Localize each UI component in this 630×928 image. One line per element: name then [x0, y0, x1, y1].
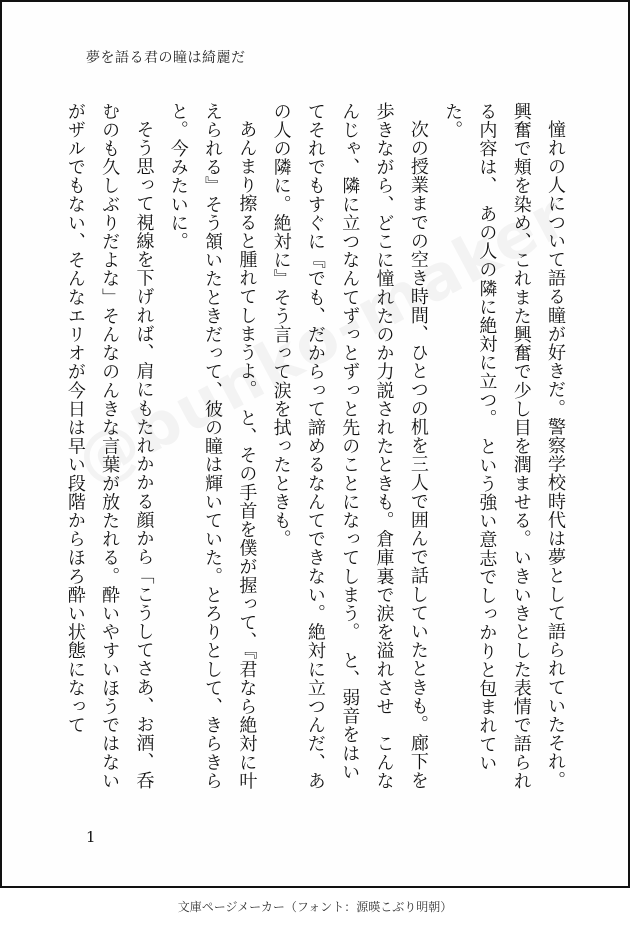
body-text: [64, 102, 572, 792]
paragraph: あんまり擦ると腫れてしまうよ。 と、その手首を僕が握って、『君なら絶対に叶えられる』そう頷いたときだって、彼の瞳は輝いていた。とろりとして、きらきらと。今みたいに。: [167, 102, 258, 791]
paragraph: そう思って視線を下げれば、肩にもたれかかる顔から「こうしてさあ、お酒、呑むのも久しぶりだよな」そんなのんきな言葉が放たれる。酔いやすいほうではないがザルでもない、そんなエリオが今日は早い段階からほろ酔い状態になって: [64, 102, 155, 791]
paragraph: 憧れの人について語る瞳が好きだ。警察学校時代は夢として語られていたそれ。興奮で頬を染め、これまた興奮で少し目を潤ませる。いきいきとした表情で語られる内容は、 あの人の隣に絶対に立つ。 という強い意志でしっかりと包まれていた。: [442, 102, 566, 791]
footer-caption: 文庫ページメーカー（フォント：源暎こぶり明朝）: [177, 900, 453, 914]
page-title: 夢を語る君の瞳は綺麗だ: [86, 50, 246, 66]
paragraph: 次の授業までの空き時間、ひとつの机を三人で囲んで話していたときも。廊下を歩きながら、どこに憧れたのか力説されたときも。倉庫裏で涙を溢れさせ こんなんじゃ、隣に立つなんてずっとずっと先のことになってしまう。 と、弱音をはいてそれでもすぐに『でも、だからって諦めるなんてできない。絶対に立つんだ、あの人の隣に。絶対に』そう言って涙を拭ったときも。: [270, 102, 429, 791]
page-number: 1: [86, 828, 96, 846]
